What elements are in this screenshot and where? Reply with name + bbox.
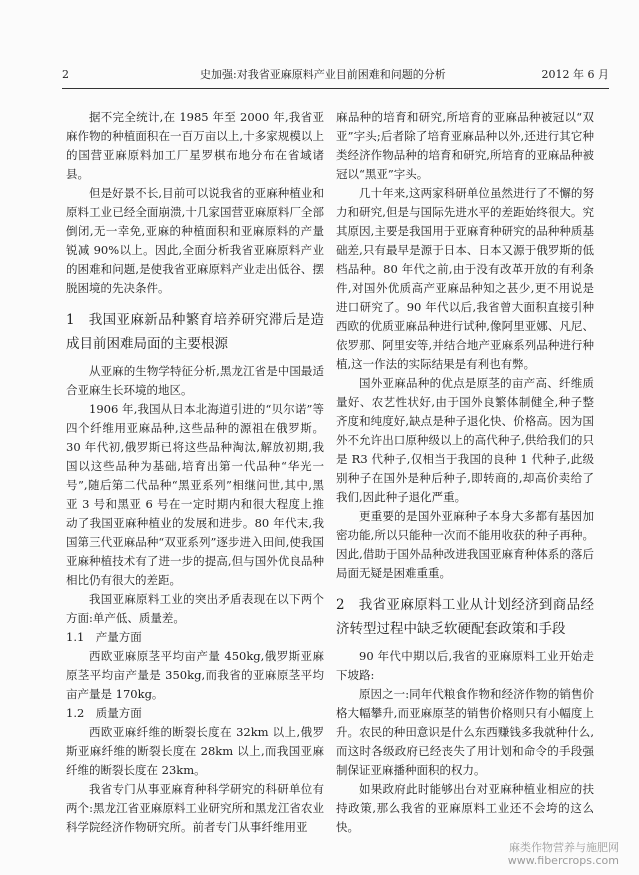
right-column — [336, 108, 594, 837]
header-rule — [62, 88, 609, 89]
subsection-1-1-heading: 1.1 产量方面 — [66, 630, 142, 644]
paragraph: 如果政府此时能够出台对亚麻种植业相应的扶持政策,那么我省的亚麻原料工业还不会垮的这么快。 — [336, 782, 594, 834]
site-watermark — [508, 841, 619, 867]
paragraph: 据不完全统计,在 1985 年至 2000 年,我省亚麻作物的种植面积在一百万亩以上,十多家规模以上的国营亚麻原料加工厂星罗棋布地分布在省域诸县。 — [66, 110, 324, 181]
paragraph: 我省专门从事亚麻育种科学研究的科研单位有两个:黑龙江省亚麻原料工业研究所和黑龙江省农业科学院经济作物研究所。前者专门从事纤维用亚 — [66, 782, 324, 834]
paragraph: 西欧亚麻原茎平均亩产量 450kg,俄罗斯亚麻原茎平均亩产量是 350kg,而我省的亚麻原茎平均亩产量是 170kg。 — [66, 649, 324, 701]
running-title: 史加强:对我省亚麻原料产业目前困难和问题的分析 — [200, 68, 446, 81]
paragraph: 更重要的是国外亚麻种子本身大多都有基因加密功能,所以只能种一次而不能用收获的种子再种。因此,借助于国外品种改进我国亚麻育种体系的落后局面无疑是困难重重。 — [336, 509, 594, 580]
watermark-line: 麻类作物营养与施肥网 — [509, 841, 619, 854]
watermark-line: www.fibercrops.com — [507, 854, 619, 867]
paragraph: 我国亚麻原料工业的突出矛盾表现在以下两个方面:单产低、质量差。 — [66, 592, 324, 625]
left-column — [66, 108, 324, 837]
paragraph: 90 年代中期以后,我省的亚麻原料工业开始走下坡路: — [336, 649, 594, 682]
paragraph: 西欧亚麻纤维的断裂长度在 32km 以上,俄罗斯亚麻纤维的断裂长度在 28km 以上,而我国亚麻纤维的断裂长度在 23km。 — [66, 725, 324, 777]
page-number: 2 — [62, 68, 69, 81]
issue-date: 2012 年 6 月 — [541, 68, 609, 81]
paragraph: 但是好景不长,目前可以说我省的亚麻种植业和原料工业已经全面崩溃,十几家国营亚麻原料厂全部倒闭,无一幸免,亚麻的种植面积和亚麻原料的产量锐减 90%以上。因此,全面分析我省亚麻原料产业的困难和问题,是使我省亚麻原料产业走出低谷、摆脱困境的先决条件。 — [66, 186, 324, 295]
section-2-heading: 2 我省亚麻原料工业从计划经济到商品经济转型过程中缺乏软硬配套政策和手段 — [336, 597, 594, 637]
subsection-1-2-heading: 1.2 质量方面 — [66, 706, 142, 720]
page-header — [62, 67, 609, 87]
paragraph: 1906 年,我国从日本北海道引进的“贝尔诺”等四个纤维用亚麻品种,这些品种的源祖在俄罗斯。30 年代初,俄罗斯已将这些品种淘汰,解放初期,我国以这些品种为基础,培育出第一代品种“华光一号”,随后第二代品种“黑亚系列”相继问世,其中,黑亚 3 号和黑亚 6 号在一定时期内和很大程度上推动了我国亚麻种植业的发展和进步。80 年代末,我国第三代亚麻品种“双亚系列”逐步进入田间,使我国亚麻种植技术有了进一步的提高,但与国外优良品种相比仍有很大的差距。 — [66, 402, 324, 587]
paragraph: 从亚麻的生物学特征分析,黑龙江省是中国最适合亚麻生长环境的地区。 — [66, 364, 324, 397]
paragraph: 国外亚麻品种的优点是原茎的亩产高、纤维质量好、农艺性状好,由于国外良繁体制健全,种子整齐度和纯度好,缺点是种子退化快、价格高。因为国外不允许出口原种级以上的高代种子,供给我们的只是 R3 代种子,仅相当于我国的良种 1 代种子,此级别种子在国外是种后种子,即转商的,却高价卖给了我们,因此种子退化严重。 — [336, 376, 594, 504]
paragraph: 原因之一:同年代粮食作物和经济作物的销售价格大幅攀升,而亚麻原茎的销售价格则只有小幅度上升。农民的种田意识是什么东西赚钱多我就种什么,而这时各级政府已经丧失了用计划和命令的手段强制保证亚麻播种面积的权力。 — [336, 687, 594, 777]
paragraph: 麻品种的培育和研究,所培育的亚麻品种被冠以“双亚”字头;后者除了培育亚麻品种以外,还进行其它种类经济作物品种的培育和研究,所培育的亚麻品种被冠以“黑亚”字头。 — [336, 110, 594, 181]
section-1-heading: 1 我国亚麻新品种繁育培养研究滞后是造成目前困难局面的主要根源 — [66, 312, 324, 352]
paragraph: 几十年来,这两家科研单位虽然进行了不懈的努力和研究,但是与国际先进水平的差距始终很大。究其原因,主要是我国用于亚麻育种研究的品种种质基础差,只有最早是源于日本、日本又源于俄罗斯的低档品种。80 年代之前,由于没有改革开放的有利条件,对国外优质高产亚麻品种知之甚少,更不用说是进口研究了。90 年代以后,我省曾大面积直接引种西欧的优质亚麻品种进行试种,像阿里亚娜、凡尼、依罗那、阿里安等,并结合地产亚麻系列品种进行种植,这一作法的实际结果是有利也有弊。 — [336, 186, 594, 371]
